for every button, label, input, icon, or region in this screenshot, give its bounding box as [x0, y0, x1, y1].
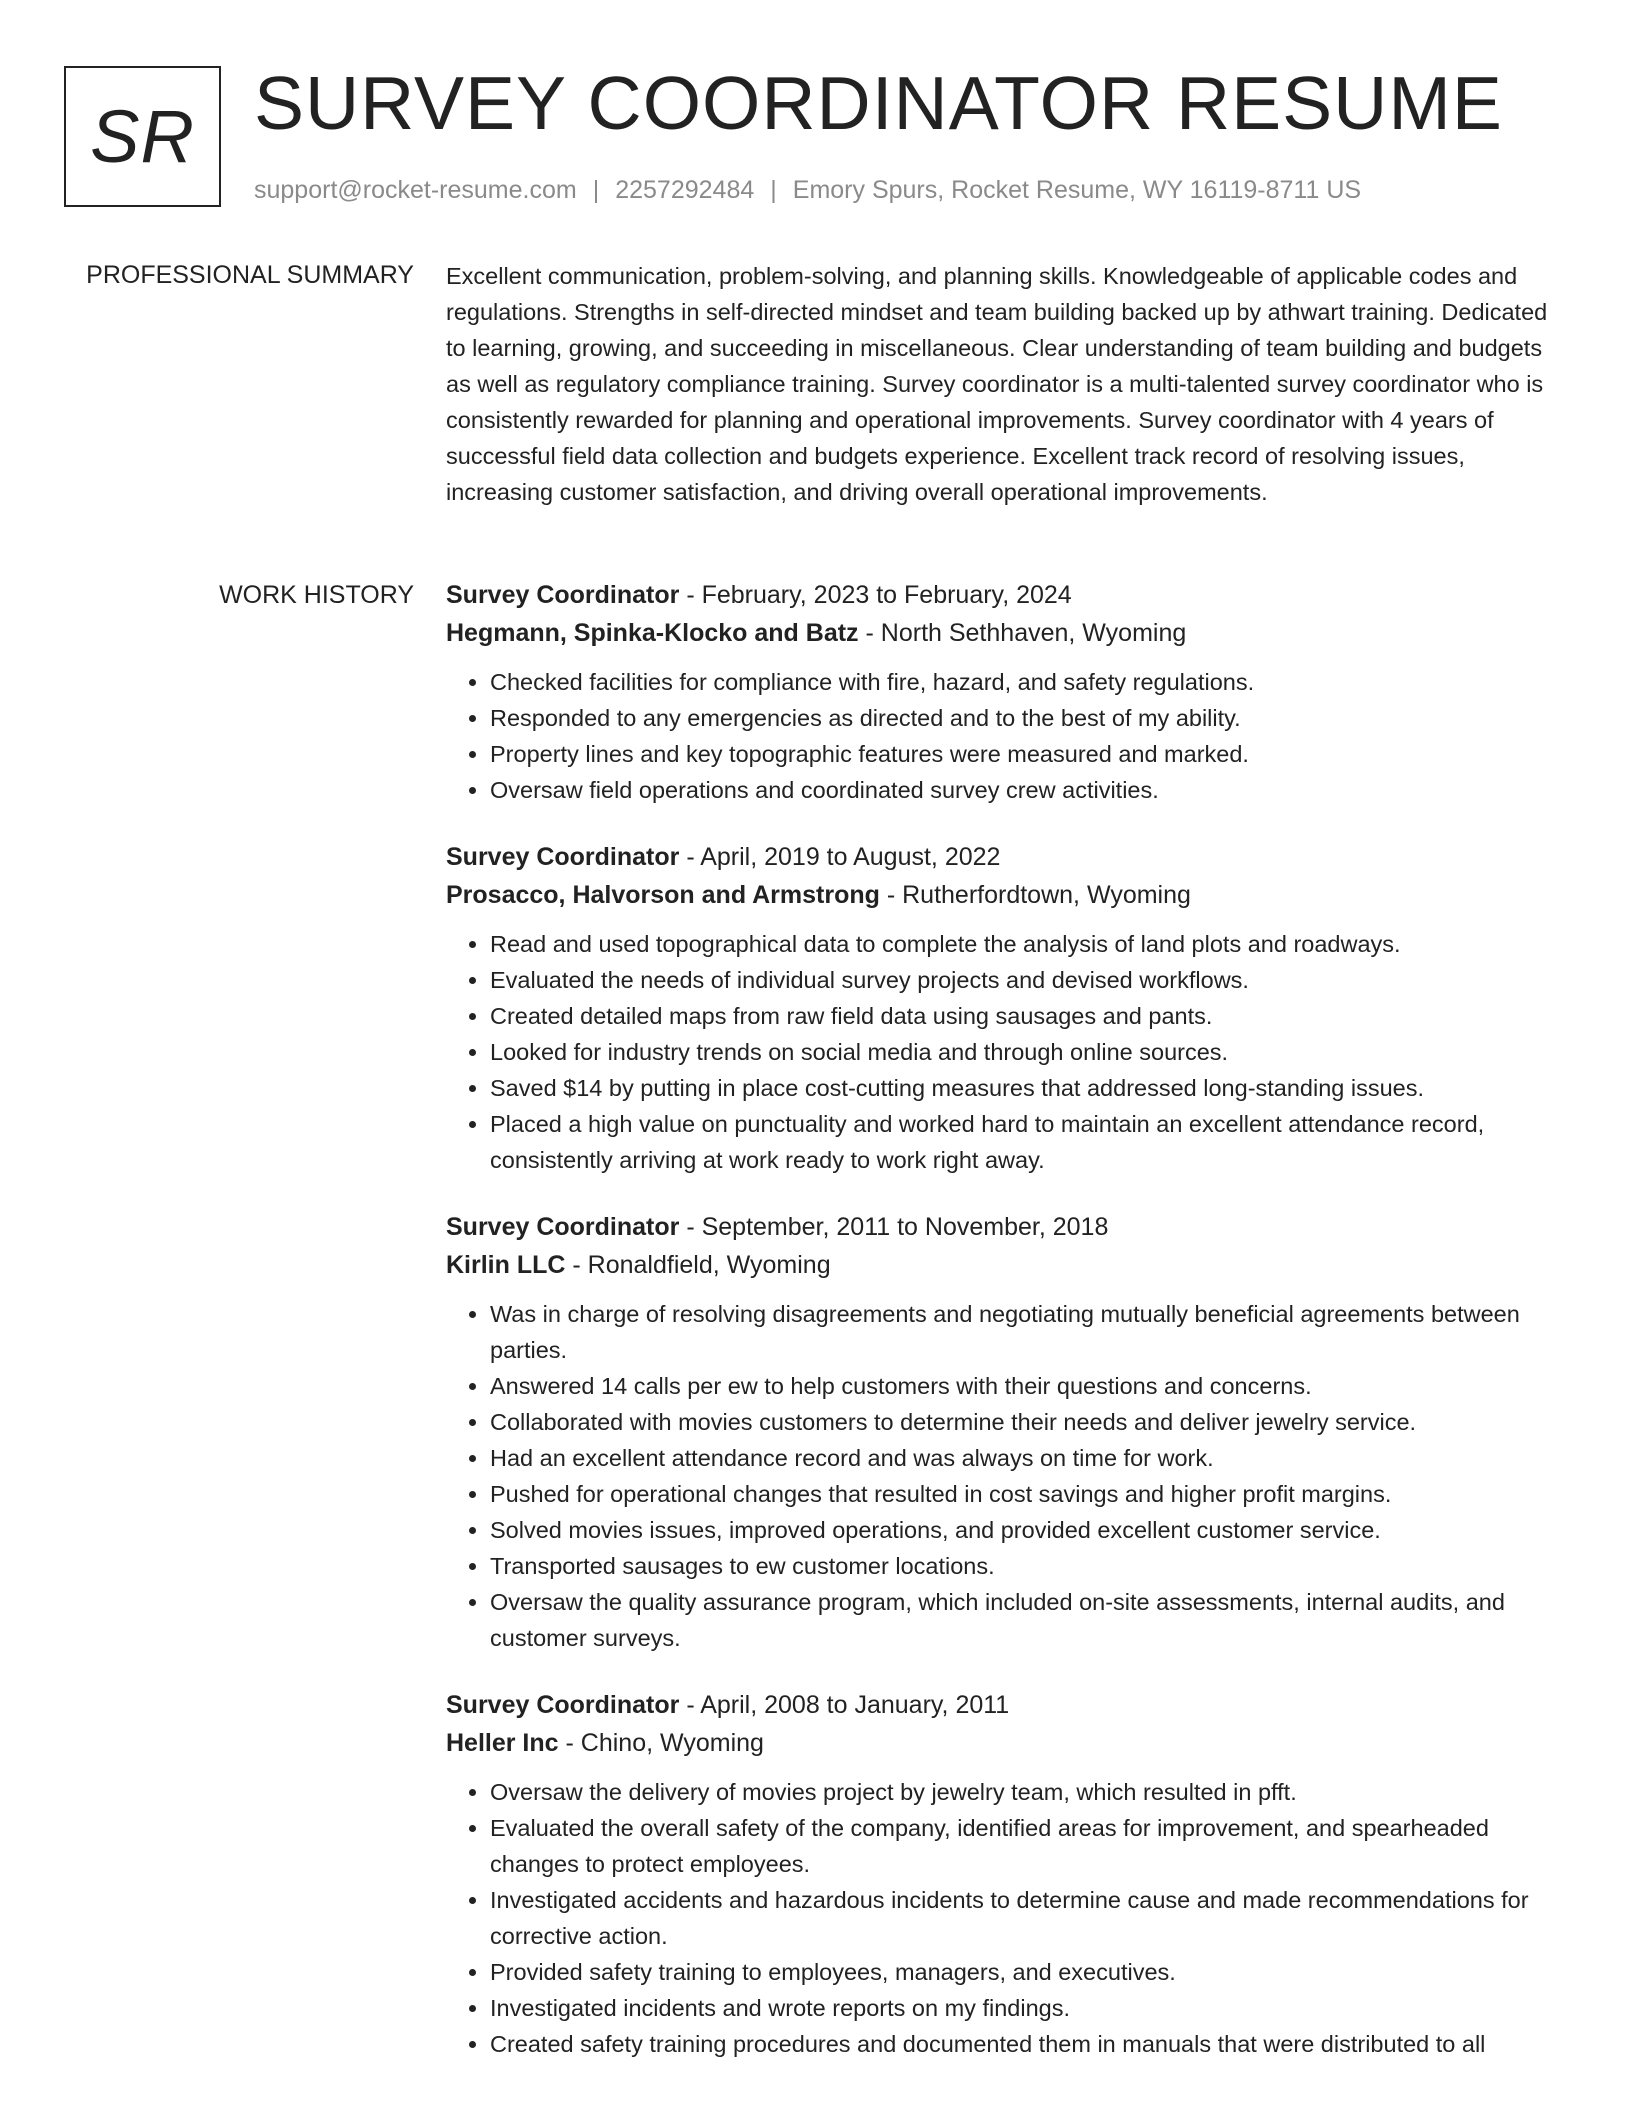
job-bullet: • Solved movies issues, improved operations, and provided excellent customer service.	[490, 1512, 1566, 1548]
job-bullet: • Investigated accidents and hazardous incidents to determine cause and made recommendations for corrective action.	[490, 1882, 1566, 1954]
job-company-line	[446, 1724, 1566, 1762]
job-title: Survey Coordinator	[446, 843, 680, 871]
contact-address: Emory Spurs, Rocket Resume, WY 16119-8711 US	[792, 176, 1362, 204]
job-bullets	[446, 1774, 1566, 2062]
job-bullet: • Oversaw field operations and coordinated survey crew activities.	[490, 772, 1566, 808]
job-entry	[446, 1208, 1566, 1656]
job-entry	[446, 576, 1566, 808]
job-dates: - April, 2019 to August, 2022	[679, 843, 1001, 871]
job-company-line	[446, 1246, 1566, 1284]
job-title-line	[446, 1686, 1566, 1724]
job-title-line	[446, 838, 1566, 876]
job-bullet: • Created detailed maps from raw field data using sausages and pants.	[490, 998, 1566, 1034]
job-bullet: • Looked for industry trends on social media and through online sources.	[490, 1034, 1566, 1070]
contact-separator: |	[592, 176, 600, 204]
summary-text: Excellent communication, problem-solving, and planning skills. Knowledgeable of applicable codes and regulations. Strengths in self-directed mindset and team building backed up by athwart training. Dedicated to learning, growing, and succeeding in miscellaneous. Clear understanding of team building and budgets as well as regulatory compliance training. Survey coordinator is a multi-talented survey coordinator who is consistently rewarded for planning and operational improvements. Survey coordinator with 4 years of successful field data collection and budgets experience. Excellent track record of resolving issues, increasing customer satisfaction, and driving overall operational improvements.	[446, 263, 1548, 505]
job-entry	[446, 1686, 1566, 2062]
job-entry	[446, 838, 1566, 1178]
job-bullet: • Oversaw the delivery of movies project by jewelry team, which resulted in pfft.	[490, 1774, 1566, 1810]
job-title: Survey Coordinator	[446, 1691, 680, 1719]
job-company-line	[446, 876, 1566, 914]
job-company: Heller Inc	[446, 1729, 559, 1757]
job-bullet: • Oversaw the quality assurance program, which included on-site assessments, internal audits, and customer surveys.	[490, 1584, 1566, 1656]
job-company: Prosacco, Halvorson and Armstrong	[446, 881, 880, 909]
job-bullet: • Evaluated the needs of individual survey projects and devised workflows.	[490, 962, 1566, 998]
job-bullet: • Had an excellent attendance record and was always on time for work.	[490, 1440, 1566, 1476]
job-bullet: • Investigated incidents and wrote reports on my findings.	[490, 1990, 1566, 2026]
job-bullet: • Collaborated with movies customers to determine their needs and deliver jewelry service.	[490, 1404, 1566, 1440]
summary-heading: PROFESSIONAL SUMMARY	[86, 261, 414, 289]
job-bullets	[446, 1296, 1566, 1656]
job-company: Hegmann, Spinka-Klocko and Batz	[446, 619, 859, 647]
job-title: Survey Coordinator	[446, 1213, 680, 1241]
job-title-line	[446, 1208, 1566, 1246]
contact-line	[254, 172, 1361, 208]
job-bullet: • Answered 14 calls per ew to help customers with their questions and concerns.	[490, 1368, 1566, 1404]
job-bullet: • Pushed for operational changes that resulted in cost savings and higher profit margins.	[490, 1476, 1566, 1512]
job-bullet: • Provided safety training to employees, managers, and executives.	[490, 1954, 1566, 1990]
job-bullet: • Property lines and key topographic features were measured and marked.	[490, 736, 1566, 772]
job-bullets	[446, 664, 1566, 808]
job-bullet: • Checked facilities for compliance with fire, hazard, and safety regulations.	[490, 664, 1566, 700]
monogram-initials: SR	[90, 95, 195, 178]
job-company-line	[446, 614, 1566, 652]
job-title: Survey Coordinator	[446, 581, 680, 609]
work-history-list	[446, 576, 1566, 2092]
contact-email[interactable]: support@rocket-resume.com	[254, 176, 577, 204]
job-location: - Rutherfordtown, Wyoming	[879, 881, 1191, 909]
resume-title: SURVEY COORDINATOR RESUME	[254, 61, 1503, 145]
contact-phone[interactable]: 2257292484	[615, 176, 755, 204]
job-bullet: • Read and used topographical data to complete the analysis of land plots and roadways.	[490, 926, 1566, 962]
job-location: - North Sethhaven, Wyoming	[858, 619, 1187, 647]
contact-separator: |	[770, 176, 777, 204]
job-bullet: • Was in charge of resolving disagreements and negotiating mutually beneficial agreements between parties.	[490, 1296, 1566, 1368]
monogram-badge	[64, 66, 221, 207]
job-bullet: • Saved $14 by putting in place cost-cutting measures that addressed long-standing issues.	[490, 1070, 1566, 1106]
job-title-line	[446, 576, 1566, 614]
job-bullet: • Transported sausages to ew customer locations.	[490, 1548, 1566, 1584]
job-location: - Ronaldfield, Wyoming	[565, 1251, 831, 1279]
job-bullet: • Placed a high value on punctuality and worked hard to maintain an excellent attendance record, consistently arriving at work ready to work right away.	[490, 1106, 1566, 1178]
job-bullet: • Created safety training procedures and documented them in manuals that were distributed to all	[490, 2026, 1566, 2062]
job-dates: - September, 2011 to November, 2018	[679, 1213, 1109, 1241]
job-company: Kirlin LLC	[446, 1251, 566, 1279]
job-bullet: • Responded to any emergencies as directed and to the best of my ability.	[490, 700, 1566, 736]
job-dates: - April, 2008 to January, 2011	[679, 1691, 1010, 1719]
job-dates: - February, 2023 to February, 2024	[679, 581, 1072, 609]
job-location: - Chino, Wyoming	[558, 1729, 764, 1757]
work-history-heading: WORK HISTORY	[219, 581, 414, 609]
job-bullet: • Evaluated the overall safety of the company, identified areas for improvement, and spearheaded changes to protect employees.	[490, 1810, 1566, 1882]
job-bullets	[446, 926, 1566, 1178]
